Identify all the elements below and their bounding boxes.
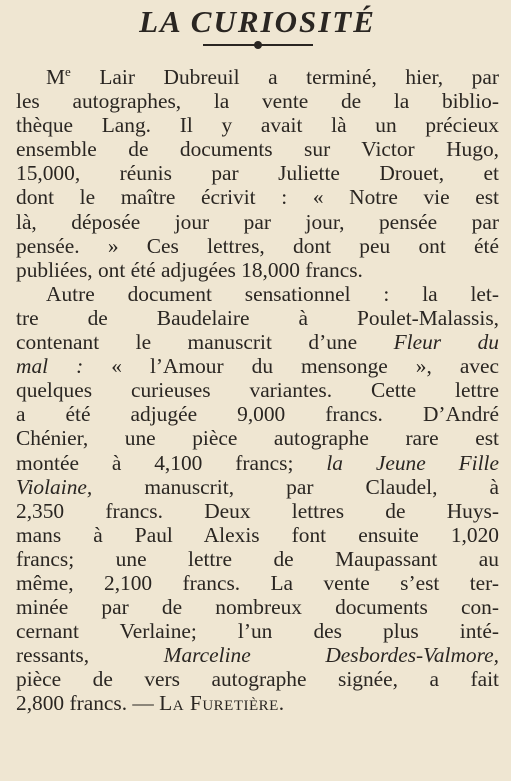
text-line: là, déposée jour par jour, pensée par	[16, 209, 499, 234]
text-line: thèque Lang. Il y avait là un précieux	[16, 113, 499, 138]
text-line: Me Lair Dubreuil a terminé, hier, par	[46, 64, 499, 89]
text-line: contenant le manuscrit d’une Fleur du	[16, 330, 499, 355]
text-line: publiées, ont été adjugées 18,000 francs.	[16, 257, 363, 282]
text-line: montée à 4,100 francs; la Jeune Fille	[16, 450, 499, 475]
text-line: même, 2,100 francs. La vente s’est ter-	[16, 570, 499, 595]
text-line: minée par de nombreux documents con-	[16, 595, 499, 620]
section-title: LA CURIOSITÉ	[139, 4, 376, 39]
text-line: Autre document sensationnel : la let-	[46, 281, 499, 306]
article-body	[16, 60, 499, 716]
text-line: Chénier, une pièce autographe rare est	[16, 426, 499, 451]
text-line: mans à Paul Alexis font ensuite 1,020	[16, 522, 499, 547]
text-line: Violaine, manuscrit, par Claudel, à	[16, 474, 499, 499]
text-line: a été adjugée 9,000 francs. D’André	[16, 402, 499, 427]
text-line: 15,000, réunis par Juliette Drouet, et	[16, 161, 499, 186]
text-line: pièce de vers autographe signée, a fait	[16, 667, 499, 692]
title-divider	[203, 44, 313, 46]
text-line: ressants, Marceline Desbordes-Valmore,	[16, 643, 499, 668]
text-line: cernant Verlaine; l’un des plus inté-	[16, 619, 499, 644]
text-line: les autographes, la vente de la biblio-	[16, 89, 499, 114]
text-line: mal : « l’Amour du mensonge », avec	[16, 354, 500, 379]
text-line: dont le maître écrivit : « Notre vie est	[16, 185, 499, 210]
text-line: 2,350 francs. Deux lettres de Huys-	[16, 498, 499, 523]
text-line: tre de Baudelaire à Poulet-Malassis,	[16, 305, 499, 330]
text-line: pensée. » Ces lettres, dont peu ont été	[16, 233, 499, 258]
text-line: francs; une lettre de Maupassant au	[16, 546, 499, 571]
text-line: 2,800 francs. — La Furetière.	[16, 691, 285, 716]
author-signature: La Furetière.	[159, 691, 285, 716]
text-line: quelques curieuses variantes. Cette lettre	[16, 378, 499, 403]
text-line: ensemble de documents sur Victor Hugo,	[16, 137, 499, 162]
divider-dot	[254, 41, 262, 49]
